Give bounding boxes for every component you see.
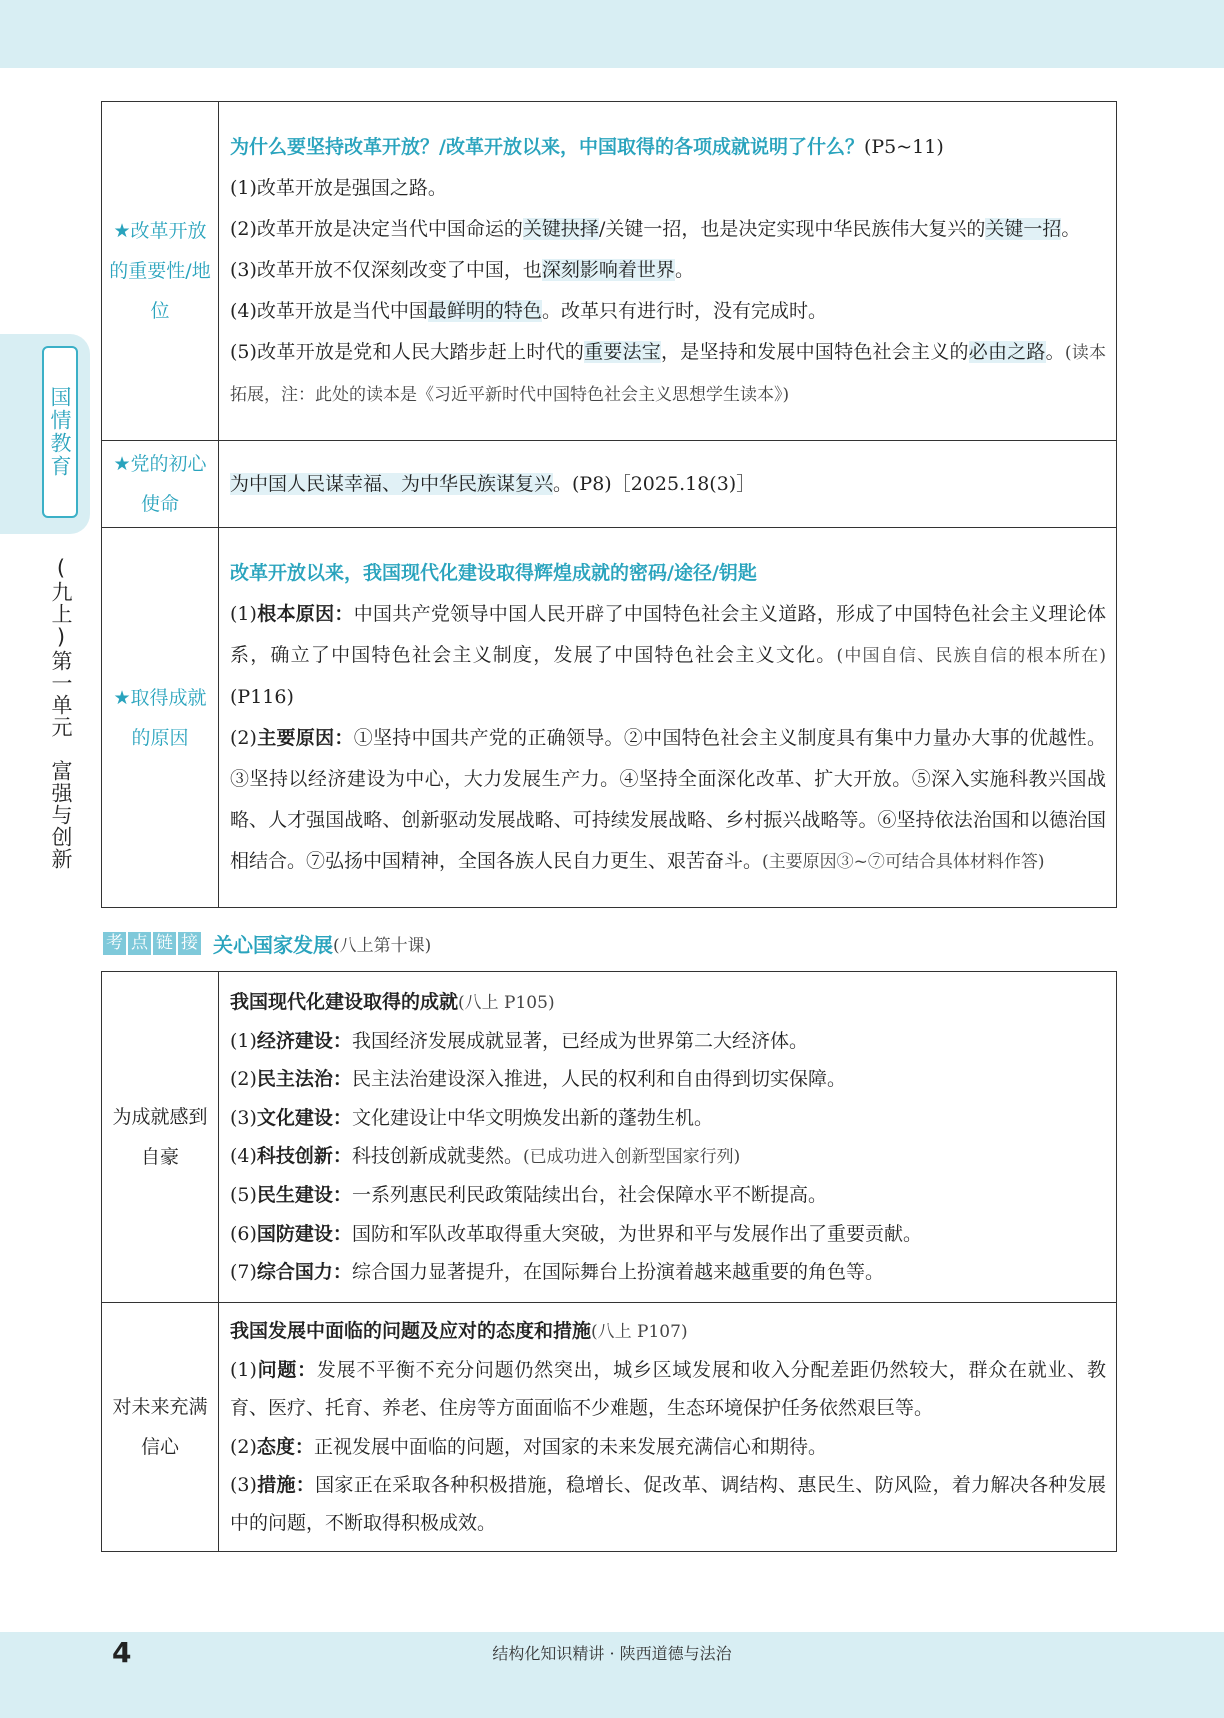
item-key: 民生建设： xyxy=(256,1184,352,1207)
knowledge-table-1 xyxy=(101,101,1117,908)
point-4-text: (4)改革开放是当代中国 xyxy=(230,299,428,322)
side-tab-label: 国情教育 xyxy=(48,386,72,478)
item-text: 发展不平衡不充分问题仍然突出，城乡区域发展和收入分配差距仍然较大，群众在就业、教育、医疗、托育、养老、住房等方面面临不少难题，生态环境保护任务依然艰巨等。 xyxy=(230,1358,1106,1420)
table-row-achievements xyxy=(102,972,1117,1303)
list-item xyxy=(230,1099,1106,1137)
reason-2 xyxy=(230,718,1106,883)
table-row-success-reasons xyxy=(102,528,1117,908)
list-item xyxy=(230,1351,1106,1428)
mission-text: 为中国人民谋幸福、为中华民族谋复兴 xyxy=(230,472,554,495)
item-key: 态度： xyxy=(256,1435,314,1458)
section-title-text: 我国现代化建设取得的成就 xyxy=(230,990,459,1013)
row-head-success-reasons xyxy=(102,528,219,908)
reason-key: 主要原因： xyxy=(256,726,354,749)
section-title xyxy=(230,1312,1106,1351)
row-head-label: 为成就感到自豪 xyxy=(112,1106,208,1168)
point-3-text: (3)改革开放不仅深刻改变了中国，也 xyxy=(230,258,542,281)
reason-text: 中国共产党领导中国人民开辟了中国特色社会主义道路，形成了中国特色社会主义理论体系，确立了中国特色社会主义制度，发展了中国特色社会主义文化。 xyxy=(230,602,1106,666)
item-text: 民主法治建设深入推进，人民的权利和自由得到切实保障。 xyxy=(351,1068,846,1091)
highlight: 关键抉择 xyxy=(522,217,599,240)
item-key: 国防建设： xyxy=(256,1222,352,1245)
row-head-label: 对未来充满信心 xyxy=(112,1396,208,1458)
item-number: (1) xyxy=(230,1358,257,1381)
row-head-achievements xyxy=(102,972,219,1303)
item-text: 国防和军队改革取得重大突破，为世界和平与发展作出了重要贡献。 xyxy=(351,1222,922,1245)
page-number: 4 xyxy=(112,1636,132,1669)
item-key: 科技创新： xyxy=(256,1145,352,1167)
kaodian-subtitle: (八上第十课) xyxy=(333,936,432,956)
item-key: 民主法治： xyxy=(256,1068,352,1091)
point-2-text: /关键一招，也是决定实现中华民族伟大复兴的 xyxy=(598,217,986,240)
reason-1 xyxy=(230,594,1106,718)
item-number: (5) xyxy=(230,1184,257,1207)
kaodian-char: 考 xyxy=(103,932,126,955)
section-title xyxy=(230,983,1106,1022)
question-line: 改革开放以来，我国现代化建设取得辉煌成就的密码/途径/钥匙 xyxy=(230,561,757,584)
row-body-future-confidence xyxy=(219,1303,1117,1552)
point-4 xyxy=(230,291,1106,332)
side-unit-label: (九上)第一单元 富强与创新 xyxy=(49,556,73,870)
kaodian-title: 关心国家发展 xyxy=(213,933,333,957)
point-5 xyxy=(230,332,1106,416)
point-4-text: 。改革只有进行时，没有完成时。 xyxy=(541,299,827,322)
question-line xyxy=(230,127,1106,168)
point-5-text: 。 xyxy=(1045,340,1065,363)
question-ref: (P5~11) xyxy=(863,135,944,158)
item-text: 我国经济发展成就显著，已经成为世界第二大经济体。 xyxy=(351,1030,808,1053)
list-item xyxy=(230,1137,1106,1176)
row-head-label: ★党的初心使命 xyxy=(113,453,207,515)
knowledge-table-2 xyxy=(101,971,1117,1552)
row-head-party-mission xyxy=(102,441,219,528)
point-3-text: 。 xyxy=(674,258,694,281)
highlight: 重要法宝 xyxy=(584,340,662,363)
point-5-note: (读本拓展，注：此处的读本是《习近平新时代中国特色社会主义思想学生读本》) xyxy=(230,342,1106,405)
point-5-text: ，是坚持和发展中国特色社会主义的 xyxy=(661,340,969,363)
table-row-reform-importance xyxy=(102,102,1117,441)
section-title-text: 我国发展中面临的问题及应对的态度和措施 xyxy=(230,1319,592,1342)
row-head-future-confidence xyxy=(102,1303,219,1552)
list-item xyxy=(230,1253,1106,1291)
point-5-text: (5)改革开放是党和人民大踏步赶上时代的 xyxy=(230,340,585,363)
reason-number: (2) xyxy=(230,726,257,749)
row-body-party-mission xyxy=(219,441,1117,528)
item-text: 科技创新成就斐然。 xyxy=(351,1145,523,1167)
mission-ref: 。(P8)［2025.18(3)］ xyxy=(553,472,756,495)
section-ref: (八上 P105) xyxy=(458,992,555,1013)
item-text: 一系列惠民利民政策陆续出台，社会保障水平不断提高。 xyxy=(351,1184,827,1207)
footer-title: 结构化知识精讲 · 陕西道德与法治 xyxy=(492,1644,732,1663)
item-number: (1) xyxy=(230,1030,257,1053)
item-number: (6) xyxy=(230,1222,257,1245)
point-1: (1)改革开放是强国之路。 xyxy=(230,176,447,199)
side-unit-title xyxy=(46,556,76,886)
kaodian-char: 点 xyxy=(128,932,151,955)
table-row-future-confidence xyxy=(102,1303,1117,1552)
item-key: 措施： xyxy=(256,1473,316,1496)
reason-note: (中国自信、民族自信的根本所在) xyxy=(836,645,1106,666)
item-note: (已成功进入创新型国家行列) xyxy=(522,1147,741,1167)
kaodian-char: 接 xyxy=(178,932,201,955)
side-tab[interactable] xyxy=(42,346,78,518)
point-2 xyxy=(230,209,1106,250)
item-key: 综合国力： xyxy=(256,1260,352,1283)
item-number: (2) xyxy=(230,1435,257,1458)
item-number: (7) xyxy=(230,1260,257,1283)
item-number: (2) xyxy=(230,1068,257,1091)
list-item xyxy=(230,1060,1106,1098)
table-row-party-mission xyxy=(102,441,1117,528)
item-number: (3) xyxy=(230,1106,257,1129)
reason-text: ①坚持中国共产党的正确领导。②中国特色社会主义制度具有集中力量办大事的优越性。③坚持以经济建设为中心，大力发展生产力。④坚持全面深化改革、扩大开放。⑤深入实施科教兴国战略、人才强国战略、创新驱动发展战略、可持续发展战略、乡村振兴战略等。⑥坚持依法治国和以德治国相结合。⑦弘扬中国精神，全国各族人民自力更生、艰苦奋斗。 xyxy=(230,726,1106,872)
item-key: 问题： xyxy=(256,1358,317,1381)
point-2-text: 。 xyxy=(1061,217,1081,240)
item-text: 国家正在采取各种积极措施，稳增长、促改革、调结构、惠民生、防风险，着力解决各种发展中的问题，不断取得积极成效。 xyxy=(230,1473,1106,1535)
reason-ref: (P116) xyxy=(230,685,294,708)
item-key: 文化建设： xyxy=(256,1106,352,1129)
row-head-label: ★取得成就的原因 xyxy=(113,686,207,749)
section-ref: (八上 P107) xyxy=(591,1321,688,1342)
list-item xyxy=(230,1022,1106,1060)
header-band xyxy=(0,0,1224,68)
item-text: 综合国力显著提升，在国际舞台上扮演着越来越重要的角色等。 xyxy=(351,1260,884,1283)
list-item xyxy=(230,1466,1106,1543)
row-body-success-reasons xyxy=(219,528,1117,908)
item-text: 正视发展中面临的问题，对国家的未来发展充满信心和期待。 xyxy=(313,1435,827,1458)
list-item xyxy=(230,1428,1106,1466)
highlight: 最鲜明的特色 xyxy=(427,299,542,322)
reason-key: 根本原因： xyxy=(256,602,354,625)
question-text: 为什么要坚持改革开放？/改革开放以来，中国取得的各项成就说明了什么？ xyxy=(230,135,864,158)
list-item xyxy=(230,1215,1106,1253)
row-body-reform-importance xyxy=(219,102,1117,441)
list-item xyxy=(230,1176,1106,1214)
item-key: 经济建设： xyxy=(256,1030,352,1053)
point-2-text: (2)改革开放是决定当代中国命运的 xyxy=(230,217,523,240)
row-head-reform-importance xyxy=(102,102,219,441)
row-body-achievements xyxy=(219,972,1117,1303)
item-text: 文化建设让中华文明焕发出新的蓬勃生机。 xyxy=(351,1106,713,1129)
reason-number: (1) xyxy=(230,602,257,625)
kaodian-char: 链 xyxy=(153,932,176,955)
row-head-label: ★改革开放的重要性/地位 xyxy=(109,220,211,322)
highlight: 深刻影响着世界 xyxy=(541,258,675,281)
kaodian-link-heading xyxy=(103,929,431,958)
point-3 xyxy=(230,250,1106,291)
highlight: 关键一招 xyxy=(985,217,1062,240)
highlight: 必由之路 xyxy=(968,340,1046,363)
item-number: (3) xyxy=(230,1473,257,1496)
item-number: (4) xyxy=(230,1145,257,1167)
reason-note: (主要原因③~⑦可结合具体材料作答) xyxy=(762,851,1045,872)
